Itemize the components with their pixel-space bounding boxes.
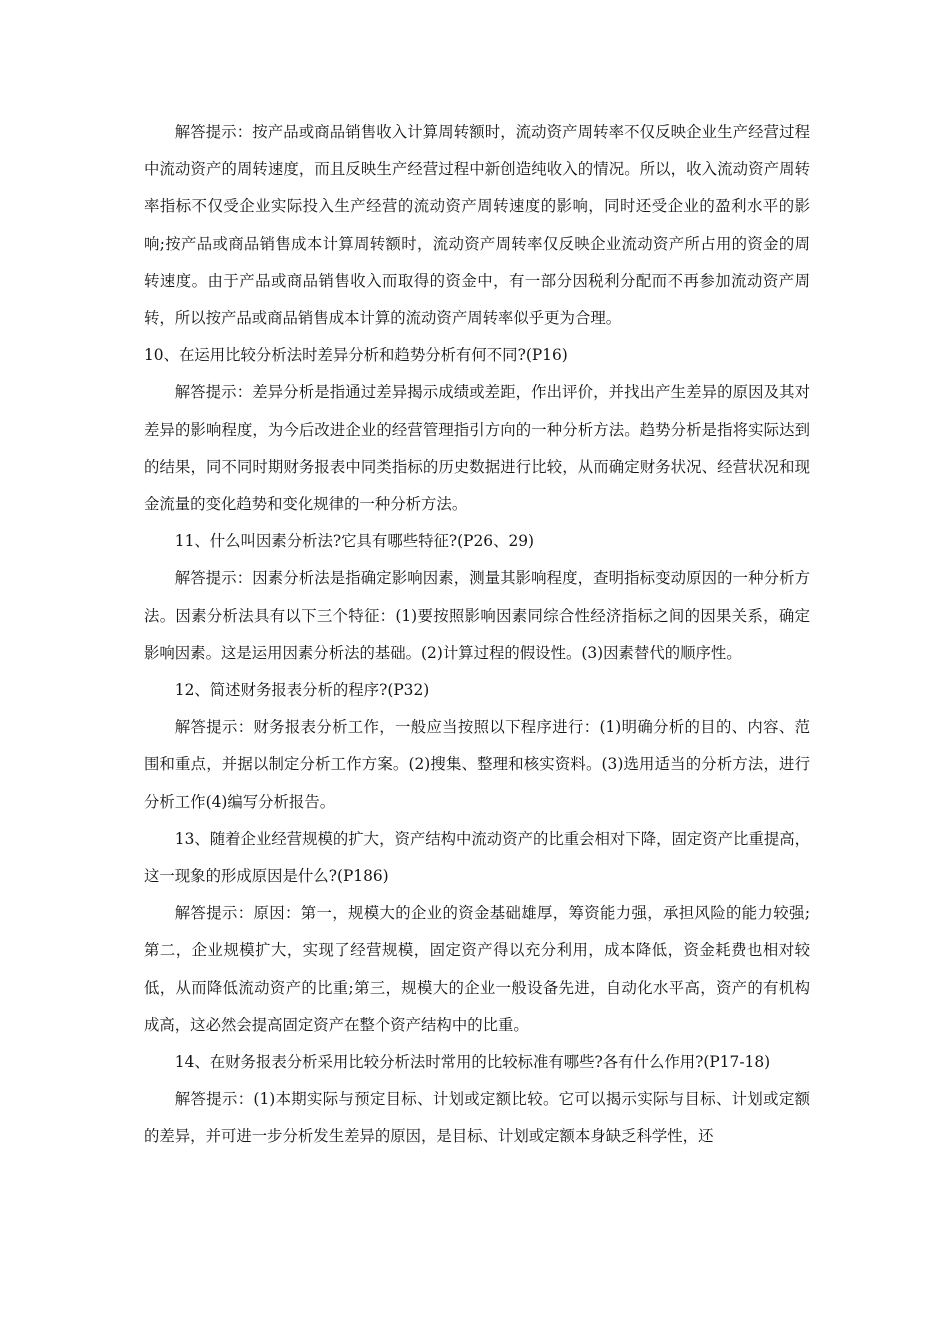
answer-paragraph-13: 解答提示：原因：第一，规模大的企业的资金基础雄厚，筹资能力强，承担风险的能力较强;第二，企业规模扩大，实现了经营规模，固定资产得以充分利用，成本降低，资金耗费也相对较低，从而降低流动资产的比重;第三，规模大的企业一般设备先进，自动化水平高，资产的有机构成高，这必然会提高固定资产在整个资产结构中的比重。: [144, 904, 810, 1034]
answer-paragraph-10: 解答提示：差异分析是指通过差异揭示成绩或差距，作出评价，并找出产生差异的原因及其对差异的影响程度，为今后改进企业的经营管理指引方向的一种分析方法。趋势分析是指将实际达到的结果，同不同时期财务报表中同类指标的历史数据进行比较，从而确定财务状况、经营状况和现金流量的变化趋势和变化规律的一种分析方法。: [144, 383, 810, 514]
question-heading-11: 11、什么叫因素分析法?它具有哪些特征?(P26、29): [174, 532, 535, 551]
answer-paragraph-11: 解答提示：因素分析法是指确定影响因素，测量其影响程度，查明指标变动原因的一种分析方法。因素分析法具有以下三个特征：(1)要按照影响因素同综合性经济指标之间的因果关系，确定影响因素。这是运用因素分析法的基础。(2)计算过程的假设性。(3)因素替代的顺序性。: [144, 569, 810, 662]
document-page: [144, 114, 810, 1156]
question-heading-13: 13、随着企业经营规模的扩大，资产结构中流动资产的比重会相对下降，固定资产比重提高，这一现象的形成原因是什么?(P186): [144, 829, 811, 886]
answer-paragraph-12: 解答提示：财务报表分析工作，一般应当按照以下程序进行：(1)明确分析的目的、内容、范围和重点，并据以制定分析工作方案。(2)搜集、整理和核实资料。(3)选用适当的分析方法，进行分析工作(4)编写分析报告。: [144, 718, 810, 811]
question-heading-14: 14、在财务报表分析采用比较分析法时常用的比较标准有哪些?各有什么作用?(P17-18): [174, 1053, 771, 1072]
question-heading-10: 10、在运用比较分析法时差异分析和趋势分析有何不同?(P16): [144, 346, 568, 365]
answer-paragraph-9: 解答提示：按产品或商品销售收入计算周转额时，流动资产周转率不仅反映企业生产经营过程中流动资产的周转速度，而且反映生产经营过程中新创造纯收入的情况。所以，收入流动资产周转率指标不仅受企业实际投入生产经营的流动资产周转速度的影响，同时还受企业的盈利水平的影响;按产品或商品销售成本计算周转额时，流动资产周转率仅反映企业流动资产所占用的资金的周转速度。由于产品或商品销售收入而取得的资金中，有一部分因税利分配而不再参加流动资产周转，所以按产品或商品销售成本计算的流动资产周转率似乎更为合理。: [144, 123, 810, 328]
question-heading-12: 12、简述财务报表分析的程序?(P32): [174, 681, 430, 700]
answer-paragraph-14: 解答提示：(1)本期实际与预定目标、计划或定额比较。它可以揭示实际与目标、计划或定额的差异，并可进一步分析发生差异的原因，是目标、计划或定额本身缺乏科学性，还: [144, 1090, 810, 1146]
